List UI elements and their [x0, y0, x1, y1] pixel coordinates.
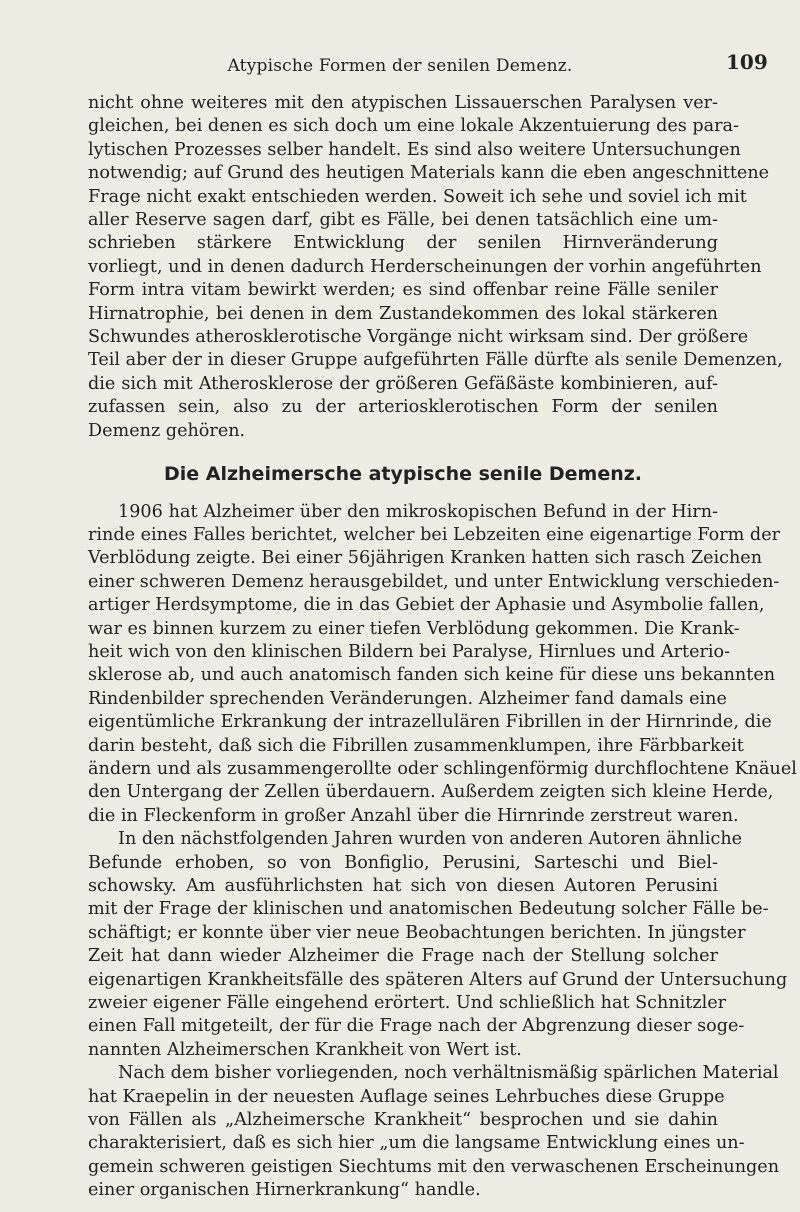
text-line: 1906 hat Alzheimer über den mikroskopischen Befund in der Hirn-	[118, 501, 718, 522]
text-line: vorliegt, und in denen dadurch Herderscheinungen der vorhin angeführten	[88, 256, 762, 277]
text-line: Teil aber der in dieser Gruppe aufgeführten Fälle dürfte als senile Demenzen,	[88, 350, 783, 371]
text-line: ändern und als zusammengerollte oder schlingenförmig durchflochtene Knäuel	[88, 758, 797, 779]
text-line: von Fällen als „Alzheimersche Krankheit“ besprochen und sie dahin	[88, 1110, 718, 1131]
running-head: Atypische Formen der senilen Demenz.	[227, 56, 573, 76]
text-line: war es binnen kurzem zu einer tiefen Verblödung gekommen. Die Krank-	[88, 618, 740, 639]
text-line: gemein schweren geistigen Siechtums mit den verwaschenen Erscheinungen	[88, 1156, 780, 1177]
text-line: die in Fleckenform in großer Anzahl über die Hirnrinde zerstreut waren.	[88, 805, 739, 826]
text-line: nicht ohne weiteres mit den atypischen Lissauerschen Paralysen ver-	[88, 93, 718, 113]
text-line: Demenz gehören.	[88, 420, 246, 441]
text-line: Nach dem bisher vorliegenden, noch verhältnismäßig spärlichen Material	[118, 1063, 779, 1084]
text-line: Verblödung zeigte. Bei einer 56jährigen Kranken hatten sich rasch Zeichen	[88, 548, 763, 569]
paragraph-other-authors	[88, 828, 788, 1062]
text-line: lytischen Prozesses selber handelt. Es sind also weitere Untersuchungen	[88, 139, 741, 160]
text-line: zweier eigener Fälle eingehend erörtert. Und schließlich hat Schnitzler	[88, 993, 727, 1014]
text-line: artiger Herdsymptome, die in das Gebiet der Aphasie und Asymbolie fallen,	[88, 595, 765, 616]
text-line: Rindenbilder sprechenden Veränderungen. Alzheimer fand damals eine	[88, 688, 727, 709]
text-line: schäftigt; er konnte über vier neue Beobachtungen berichten. In jüngster	[88, 922, 746, 943]
text-line: hat Kraepelin in der neuesten Auflage seines Lehrbuches diese Gruppe	[88, 1086, 725, 1107]
paragraph-alzheimer-1906	[88, 501, 797, 829]
page-number: 109	[726, 50, 768, 74]
text-line: gleichen, bei denen es sich doch um eine lokale Akzentuierung des para-	[88, 116, 739, 137]
text-line: schrieben stärkere Entwicklung der senilen Hirnveränderung	[88, 233, 718, 254]
text-line: heit wich von den klinischen Bildern bei Paralyse, Hirnlues und Arterio-	[88, 641, 731, 662]
text-line: zufassen sein, also zu der arteriosklerotischen Form der senilen	[88, 397, 718, 418]
text-line: den Untergang der Zellen überdauern. Außerdem zeigten sich kleine Herde,	[88, 782, 774, 803]
text-line: Befunde erhoben, so von Bonfiglio, Perusini, Sarteschi und Biel-	[88, 852, 718, 873]
paragraph-intro	[88, 92, 783, 443]
text-line: rinde eines Falles berichtet, welcher bei Lebzeiten eine eigenartige Form der	[88, 524, 781, 545]
text-line: aller Reserve sagen darf, gibt es Fälle, bei denen tatsächlich eine um-	[88, 210, 718, 231]
text-line: nannten Alzheimerschen Krankheit von Wert ist.	[88, 1039, 522, 1060]
paragraph-kraepelin	[88, 1062, 780, 1202]
text-line: Hirnatrophie, bei denen in dem Zustandekommen des lokal stärkeren	[88, 303, 718, 324]
text-line: einer schweren Demenz herausgebildet, und unter Entwicklung verschieden-	[88, 571, 780, 592]
text-line: Frage nicht exakt entschieden werden. Soweit ich sehe und soviel ich mit	[88, 186, 747, 207]
text-line: notwendig; auf Grund des heutigen Materials kann die eben angeschnittene	[88, 163, 770, 184]
text-line: charakterisiert, daß es sich hier „um die langsame Entwicklung eines un-	[88, 1133, 745, 1154]
text-line: Schwundes atherosklerotische Vorgänge nicht wirksam sind. Der größere	[88, 327, 749, 348]
text-line: schowsky. Am ausführlichsten hat sich von diesen Autoren Perusini	[88, 876, 718, 896]
text-line: mit der Frage der klinischen und anatomischen Bedeutung solcher Fälle be-	[88, 899, 769, 920]
text-line: einen Fall mitgeteilt, der für die Frage nach der Abgrenzung dieser soge-	[88, 1016, 745, 1037]
body-text	[88, 92, 797, 1203]
text-line: die sich mit Atherosklerose der größeren Gefäßäste kombinieren, auf-	[88, 373, 718, 394]
text-line: In den nächstfolgenden Jahren wurden von anderen Autoren ähnliche	[118, 829, 743, 850]
text-line: sklerose ab, und auch anatomisch fanden sich keine für diese uns bekannten	[88, 665, 776, 686]
text-line: Form intra vitam bewirkt werden; es sind offenbar reine Fälle seniler	[88, 280, 718, 301]
text-line: Zeit hat dann wieder Alzheimer die Frage nach der Stellung solcher	[88, 946, 718, 967]
text-line: einer organischen Hirnerkrankung“ handle.	[88, 1180, 481, 1201]
text-line: eigenartigen Krankheitsfälle des späteren Alters auf Grund der Untersuchung	[88, 969, 788, 990]
section-heading: Die Alzheimersche atypische senile Demenz.	[163, 463, 643, 486]
text-line: darin besteht, daß sich die Fibrillen zusammenklumpen, ihre Färbbarkeit	[88, 735, 744, 756]
text-line: eigentümliche Erkrankung der intrazellulären Fibrillen in der Hirnrinde, die	[88, 712, 772, 733]
